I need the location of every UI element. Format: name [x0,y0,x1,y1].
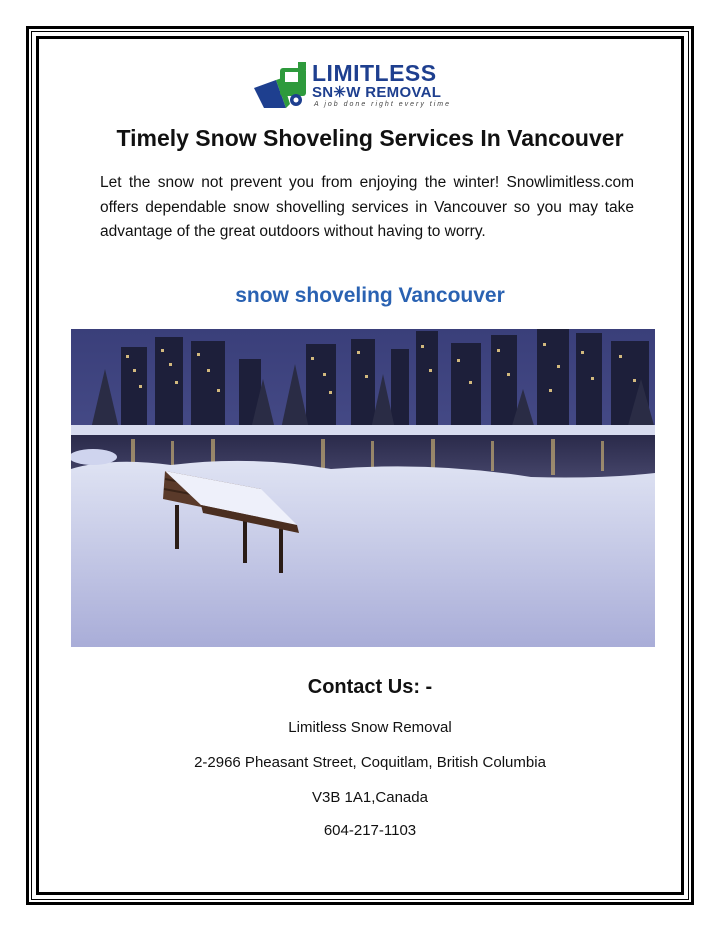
logo-tagline: A job done right every time [314,101,452,108]
keyword-subheading: snow shoveling Vancouver [235,284,505,307]
photo-illustration [71,329,655,647]
contact-company: Limitless Snow Removal [288,719,452,736]
intro-paragraph: Let the snow not prevent you from enjoying the winter! Snowlimitless.com offers dependable snow shovelling services in Vancouver so you may take advantage of the great outdoors without having to worry. [100,174,634,241]
company-logo [252,58,468,112]
snow-plow-truck-icon [252,58,312,112]
snowy-park-photo [71,329,655,647]
logo-word-limitless: LIMITLESS [312,60,437,86]
contact-heading: Contact Us: - [307,676,433,698]
logo-word-snow-removal: SN✳W REMOVAL [312,84,442,101]
page-title: Timely Snow Shoveling Services In Vancouver [116,125,624,151]
contact-phone: 604-217-1103 [323,822,417,839]
contact-address: 2-2966 Pheasant Street, Coquitlam, British Columbia [194,754,546,771]
contact-postal-code: V3B 1A1,Canada [312,789,428,806]
